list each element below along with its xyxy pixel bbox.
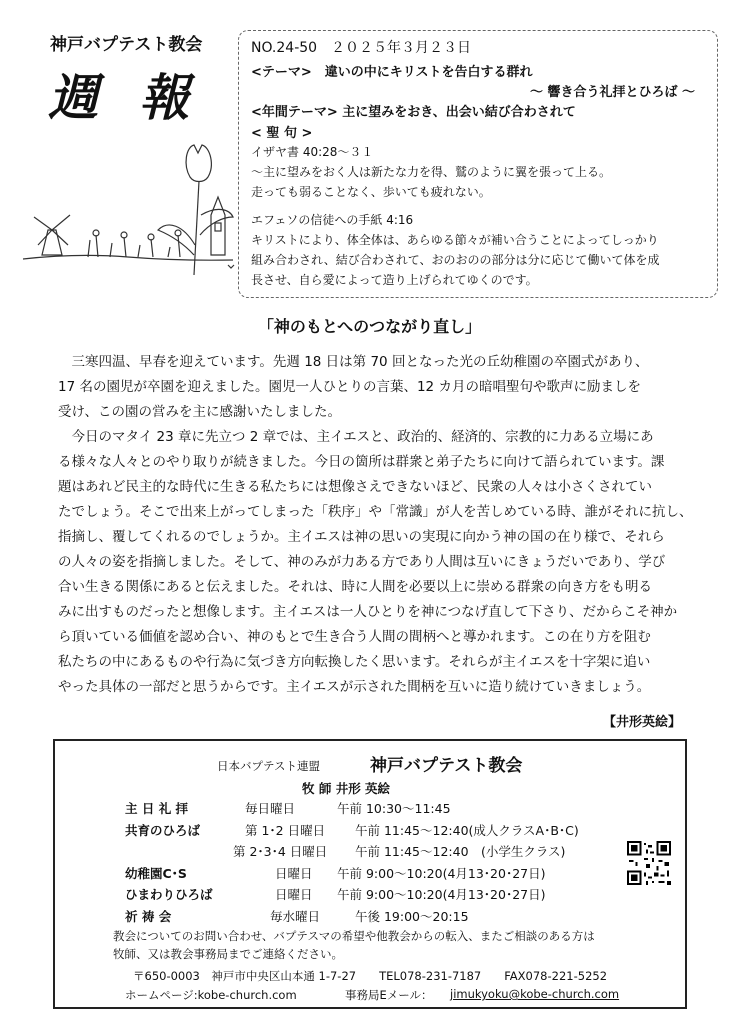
sermon-line: 今日のマタイ 23 章に先立つ 2 章では、主イエスと、政治的、経済的、宗教的に力ある立場にあ [58, 429, 654, 445]
sermon-line: 指摘し、覆してくれるのでしょうか。主イエスは神の思いの実現に向かう神の国の在り様で、それら [58, 529, 665, 545]
schedule-time: 午前 11:45～12:40 (小学生クラス) [355, 844, 566, 859]
schedule-day: 第 2･3･4 日曜日 [233, 844, 328, 859]
schedule-time: 午前 10:30～11:45 [337, 801, 451, 816]
schedule-label: 幼稚園C･S [125, 866, 187, 881]
schedule-time: 午前 9:00～10:20(4月13･20･27日) [337, 887, 546, 902]
church-name: 神戸バプテスト教会 [50, 35, 203, 55]
schedule-label: 主 日 礼 拝 [125, 801, 189, 816]
sermon-line: 題はあれど民主的な時代に生きる私たちには想像さえできないほど、民衆の人々は小さくされてい [58, 479, 652, 495]
schedule-label: ひまわりひろば [125, 887, 213, 902]
email-link[interactable]: jimukyoku@kobe-church.com [450, 987, 620, 1001]
bulletin-title: 週 報 [48, 68, 202, 127]
sermon-line: 合い生きる関係にあると伝えました。それは、時に人間を必要以上に崇める群衆の向き方をも明る [58, 579, 652, 595]
verse1-text-line: 走っても弱ることなく、歩いても疲れない。 [251, 185, 491, 199]
qr-code-icon[interactable] [627, 841, 671, 885]
church-info-box [53, 739, 687, 1009]
sermon-line: 受け、この園の営みを主に感謝いたしました。 [58, 404, 341, 420]
schedule-day: 日曜日 [275, 866, 313, 881]
sermon-line: 私たちの中にあるものや行為に気づき方向転換したく思います。それらが主イエスを十字架に追い [58, 654, 651, 670]
verse1-reference: イザヤ書 40:28～３１ [251, 145, 374, 159]
sermon-line: やった具体の一部だと思うからです。主イエスが示された間柄を互いに造り続けていきましょう。 [58, 679, 651, 695]
verse2-text-line: 長させ、自ら愛によって造り上げられてゆくのです。 [251, 273, 538, 287]
sermon-line: る様々な人々とのやり取りが続きました。今日の箇所は群衆と弟子たちに向けて語られています。課 [58, 454, 665, 470]
header-info-box [238, 30, 718, 298]
sermon-line: 17 名の園児が卒園を迎えました。園児一人ひとりの言葉、12 カ月の暗唱聖句や歌声に励ましを [58, 379, 641, 395]
pastor-line: 牧 師 井形 英絵 [302, 781, 391, 796]
verse2-text-line: 組み合わされ、結び合わされて、おのおのの部分は分に応じて働いて体を成 [251, 253, 660, 267]
address-line: 〒650-0003 神戸市中央区山本通 1-7-27 TEL078-231-7187 FAX078-221-5252 [133, 969, 608, 983]
notice-line: 牧師、又は教会事務局までご連絡ください。 [113, 947, 343, 961]
theme-line: <テーマ> 違いの中にキリストを告白する群れ [251, 65, 533, 80]
schedule-day: 日曜日 [275, 887, 313, 902]
sermon-line: ら頂いている価値を認め合い、神のもとで生き合う人間の間柄へと導かれます。この在り方を阻む [58, 629, 651, 645]
tulip-windmill-illustration [18, 135, 238, 285]
sermon-line: の人々の姿を指摘しました。そして、神のみが力ある方であり人間は互いにきょうだいであり、学び [58, 554, 666, 570]
schedule-day: 第 1･2 日曜日 [245, 823, 326, 838]
subtheme-line: ～ 響き合う礼拝とひろば ～ [529, 85, 695, 100]
schedule-label: 祈 祷 会 [125, 909, 172, 924]
homepage-link[interactable]: ホームページ:kobe-church.com [125, 988, 297, 1002]
sermon-title: 「神のもとへのつながり直し」 [257, 317, 482, 336]
sermon-author: 【井形英絵】 [603, 715, 682, 730]
schedule-time: 午後 19:00～20:15 [355, 909, 469, 924]
schedule-time: 午前 11:45～12:40(成人クラスA･B･C) [355, 823, 579, 838]
notice-line: 教会についてのお問い合わせ、バプテスマの希望や他教会からの転入、またご相談のある方は [113, 929, 595, 943]
schedule-day: 毎水曜日 [270, 909, 321, 924]
sermon-line: 三寒四温、早春を迎えています。先週 18 日は第 70 回となった光の丘幼稚園の卒園式があり、 [58, 354, 649, 370]
schedule-label: 共育のひろば [125, 823, 201, 838]
yearly-theme-line: <年間テーマ> 主に望みをおき、出会い結び合わされて [251, 105, 576, 120]
seiku-label: < 聖 句 > [251, 126, 313, 141]
schedule-day: 毎日曜日 [245, 801, 296, 816]
sermon-line: みに出すものだったと想像します。主イエスは一人ひとりを神につなげ直して下さり、だからこそ神か [58, 604, 678, 620]
issue-line: NO.24-50 ２０２５年３月２３日 [251, 40, 472, 56]
union-name: 日本バプテスト連盟 [217, 759, 321, 773]
schedule-time: 午前 9:00～10:20(4月13･20･27日) [337, 866, 546, 881]
verse2-reference: エフェソの信徒への手紙 4:16 [251, 213, 414, 227]
verse2-text-line: キリストにより、体全体は、あらゆる節々が補い合うことによってしっかり [251, 233, 659, 247]
verse1-text-line: ～主に望みをおく人は新たな力を得、鷲のように翼を張って上る。 [251, 165, 612, 179]
footer-church-name: 神戸バプテスト教会 [370, 756, 523, 776]
email-label: 事務局Eメール： [345, 988, 433, 1002]
sermon-line: たでしょう。そこで出来上がってしまった「秩序」や「常識」が人を苦しめている時、誰がそれに抗し、 [58, 504, 693, 520]
